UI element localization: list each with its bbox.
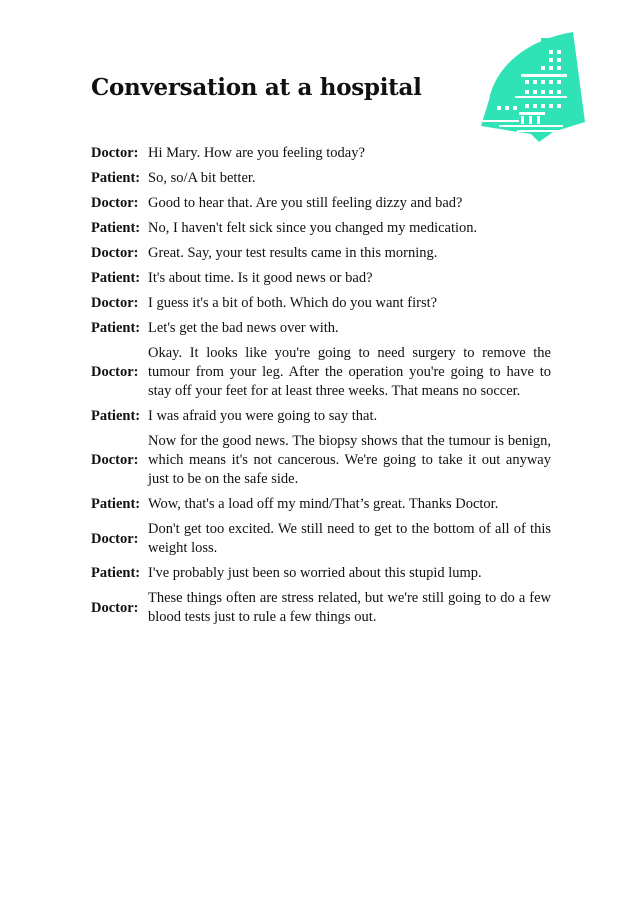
dialogue xyxy=(91,144,551,633)
dialogue-line xyxy=(91,564,551,583)
speaker-label: Doctor: xyxy=(91,599,139,616)
speaker-label: Doctor: xyxy=(91,452,139,468)
utterance-text: I guess it's a bit of both. Which do you want first? xyxy=(148,295,438,311)
utterance-text: These things often are stress related, but we're still going to do a few blood tests just to rule a few things out. xyxy=(148,590,551,625)
speaker-label: Doctor: xyxy=(91,145,139,161)
speaker-label: Patient: xyxy=(91,320,141,336)
page-title: Conversation at a hospital xyxy=(91,74,422,101)
speaker-label: Patient: xyxy=(91,496,141,512)
utterance-text: Let's get the bad news over with. xyxy=(148,320,339,336)
utterance-text: Great. Say, your test results came in this morning. xyxy=(148,245,438,261)
speaker-label: Doctor: xyxy=(91,364,139,380)
speaker-label: Patient: xyxy=(91,408,141,424)
utterance-text: Wow, that's a load off my mind/That’s great. Thanks Doctor. xyxy=(148,496,499,512)
dialogue-line xyxy=(91,244,551,263)
dialogue-line xyxy=(91,169,551,188)
speaker-label: Patient: xyxy=(91,565,141,581)
utterance-text: Good to hear that. Are you still feeling dizzy and bad? xyxy=(148,195,463,211)
utterance-text: No, I haven't felt sick since you changed my medication. xyxy=(148,220,478,236)
dialogue-line xyxy=(91,589,551,627)
dialogue-line xyxy=(91,407,551,426)
speaker-label: Doctor: xyxy=(91,245,139,261)
dialogue-line xyxy=(91,294,551,313)
speaker-label: Doctor: xyxy=(91,295,139,311)
speaker-label: Doctor: xyxy=(91,530,139,547)
utterance-text: Now for the good news. The biopsy shows that the tumour is benign, which means it's not cancerous. We're going to take it out anyway just to be on the safe side. xyxy=(148,433,551,487)
dialogue-line xyxy=(91,495,551,514)
dialogue-line xyxy=(91,194,551,213)
speaker-label: Patient: xyxy=(91,170,141,186)
dialogue-line xyxy=(91,432,551,489)
hospital-building-icon xyxy=(477,30,587,145)
dialogue-line xyxy=(91,344,551,401)
utterance-text: It's about time. Is it good news or bad? xyxy=(148,270,373,286)
dialogue-line xyxy=(91,269,551,288)
dialogue-line xyxy=(91,144,551,163)
dialogue-line xyxy=(91,319,551,338)
utterance-text: Hi Mary. How are you feeling today? xyxy=(148,145,365,161)
speaker-label: Doctor: xyxy=(91,195,139,211)
utterance-text: Don't get too excited. We still need to get to the bottom of all of this weight loss. xyxy=(148,521,551,556)
utterance-text: I was afraid you were going to say that. xyxy=(148,408,378,424)
utterance-text: Okay. It looks like you're going to need surgery to remove the tumour from your leg. After the operation you're going to have to stay off your feet for at least three weeks. That means no soccer. xyxy=(148,345,551,399)
speaker-label: Patient: xyxy=(91,270,141,286)
utterance-text: So, so/A bit better. xyxy=(148,170,256,186)
utterance-text: I've probably just been so worried about this stupid lump. xyxy=(148,565,482,581)
dialogue-line xyxy=(91,219,551,238)
speaker-label: Patient: xyxy=(91,220,141,236)
dialogue-line xyxy=(91,520,551,558)
